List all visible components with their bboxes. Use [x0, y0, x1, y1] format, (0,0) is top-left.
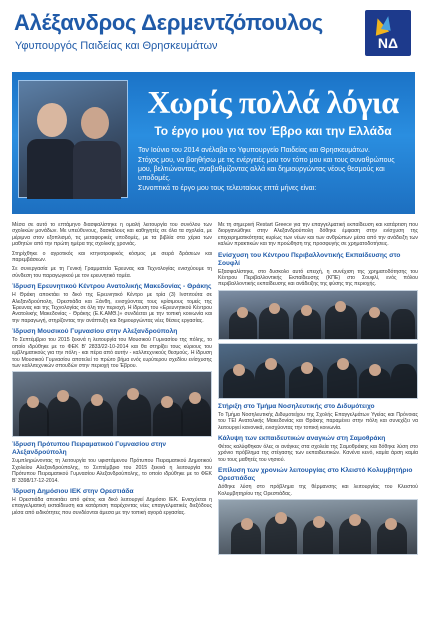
section-text: Εξασφαλίστηκε, στο δυσκολο αυτό επειχή, η συνέχιση της χρηματοδότησης του Κέντρου Περιβαλλοντικής Εκπαίδευσης (ΚΠΕ) στο Σουφλί, ενός πόλου περιβαλλοντικής εκπαίδευσης και ανάδειξης της φύσης της περιοχής. [218, 268, 418, 288]
section-title: Ίδρυση Ερευνητικού Κέντρου Ανατολικής Μακεδονίας - Θράκης [12, 283, 212, 291]
section-title: Επίλυση των χρονιών λειτουργίας στο Κλειστό Κολυμβητήριο Ορεστιάδας [218, 467, 413, 483]
intro-text [138, 146, 410, 194]
section-text: Το Σεπτέμβριο του 2015 ξεκινά η λειτουργία του Μουσικού Γυμνασίου της πόλης, το οποίο ιδρύθηκε με το ΦΕΚ Β' 2833/22-10-2014 και θα στηρίξει τους κύριους του εμβληματικούς για την πόλη - και πέρα από αυτήν - καλλιτεχνικούς θεσμούς. Η ίδρυση του Μουσικού Γυμνασίου αποτελεί το πρώτο βήμα ενός ευρύτερου σχεδίου ενίσχυσης των καλλιτεχνικών σπουδών στην περιοχή του Έβρου. [12, 337, 212, 369]
section-text: Δόθηκε λύση στο πρόβλημα της θέρμανσης και λειτουργίας του Κλειστού Κολυμβητηρίου της Ορεστιάδας. [218, 484, 418, 497]
section-title: Ίδρυση Δημόσιου ΙΕΚ στην Ορεστιάδα [12, 487, 134, 495]
paragraph: Στηρίχθηκε ο αγροτικός και κτηνοτροφικός κόσμος με σειρά δράσεων και παρεμβάσεων. [12, 250, 212, 264]
page-header [0, 0, 427, 72]
section-text: Η Ορεστιάδα αποκτάει από φέτος και δικό λειτουργεί Δημόσιο ΙΕΚ. Ενισχύεται η επαγγελματική εκπαίδευση και κατάρτιση παρέχοντας νέες επαγγελματικές διεξόδους μέσα από ειδικότητες που συνδέονται άμεσα με την τοπική αγορά εργασίας. [12, 496, 212, 516]
section-photo [218, 290, 418, 340]
section-title: Στήριξη στο Τμήμα Νοσηλευτικής στο Διδυμότειχο [218, 402, 375, 410]
headline: Χωρίς πολλά λόγια [147, 84, 399, 120]
section-text: Η Θράκη αποκτάει το δικό της Ερευνητικό Κέντρο με τρία (3) Ινστιτούτα σε Αλεξανδρούπολη, Ορεστιάδα και Ξάνθη, ενισχύοντας τους κρίσιμους τομείς της Έρευνας και της Τεχνολογίας σε όλη την περιοχή. Η ίδρυση του «Ερευνητικού Κέντρου Ανατολικής Μακεδονίας - Θράκης (Ε.Κ.ΑΜΘ.)» συνδέεται με την τοπική κοινωνία και την παραγωγή, στηρίζοντας την ανάπτυξη και δημιουργώντας νέες θέσεις εργασίας. [12, 292, 212, 324]
section-text: Φέτος καλύφθηκαν όλες οι ανάγκες στα σχολεία της Σαμοθράκης και δόθηκε λύση στο χρόνιο πρόβλημα της στέγασης των εκπαιδευτικών. Κανένα κενό, καμία άρση καμία του τους μαθητές του νησιού. [218, 444, 418, 463]
page-title: Αλέξανδρος Δερμεντζόπουλος [14, 10, 323, 35]
paragraph: Μέσα σε αυτό το επτάμηνο διασφαλίστηκε η ομαλή λειτουργία του συνόλου των σχολικών μονάδων. Με υπεύθυνους, δασκάλους και καθηγητές σε όλα τα σχολεία, με μέριμνα στον εξοπλισμό, τις μεταφορικές υποδομές, με τα βιβλία στα χέρια των μαθητών από την πρώτη ημέρα της σχολικής χρονιάς. [12, 222, 212, 248]
section-title: Ίδρυση Μουσικού Γυμνασίου στην Αλεξανδρούπολη [12, 328, 178, 336]
section-photo [12, 371, 212, 437]
page-subtitle: Υφυπουργός Παιδείας και Θρησκευμάτων [15, 40, 218, 52]
subheadline: Το έργο μου για τον Έβρο και την Ελλάδα [154, 124, 392, 138]
intro-line: Στόχος μου, να βοηθήσω με τις ενέργειές μου τον τόπο μου και τους συναθρώπους μου, βελτιώνοντας, αναβαθμίζοντας αλλά και δημιουργώντας νέους θεσμούς και υποδομές. [138, 157, 395, 182]
right-column [218, 222, 418, 558]
party-logo [365, 10, 411, 56]
hero-photo [18, 80, 128, 198]
hero-banner [12, 72, 415, 214]
left-column [12, 222, 212, 518]
section-photo [218, 343, 418, 399]
section-text: Το Τμήμα Νοσηλευτικής Διδυμοτείχου της Σχολής Επαγγελμάτων Υγείας και Πρόνοιας του ΤΕΙ Ανατολικής Μακεδονίας και Θράκης παραμένει στην πόλη και συνεχίζει να λειτουργεί κανονικά, ενισχύοντας την τοπική κοινωνία. [218, 411, 418, 431]
section-photo [218, 499, 418, 555]
section-title: Κάλυψη των εκπαιδευτικών αναγκών στη Σαμοθράκη [218, 435, 386, 443]
logo-text: ΝΔ [377, 35, 399, 51]
flame-accent-icon [381, 15, 393, 31]
section-text: Συμπληρώνοντας τη λειτουργία του υφιστάμενου Πρότυπου Πειραματικού Δημοτικού Σχολείου Αλεξανδρούπολης, το Σεπτέμβριο του 2015 ξεκινά η λειτουργία του Πρότυπου Πειραματικού Γυμνασίου Αλεξανδρούπολης, το οποίο ιδρύθηκε με το ΦΕΚ Β' 3398/17-12-2014. [12, 458, 212, 484]
paragraph: Σε συνεργασία με τη Γενική Γραμματεία Έρευνας και Τεχνολογίας ενισχύουμε τη σύνδεση του παραγωγικού με τον ερευνητικό τομέα. [12, 266, 212, 279]
section-title: Ενίσχυση του Κέντρου Περιβαλλοντικής Εκπαίδευσης στο Σουφλί [218, 251, 401, 267]
intro-line: Τον Ιούνιο του 2014 ανέλαβα το Υφυπουργείο Παιδείας και Θρησκευμάτων. [138, 147, 370, 154]
section-title: Ίδρυση Πρότυπου Πειραματικού Γυμνασίου στην Αλεξανδρούπολη [12, 441, 167, 457]
intro-line: Συνοπτικά το έργο μου τους τελευταίους επτά μήνες είναι: [138, 185, 317, 192]
paragraph: Με τη σημερινή Restart Greece για την επαγγελματική εκπαίδευση και κατάρτιση που διοργανώθηκε στην Αλεξανδρούπολη δόθηκε έμφαση στην ενίσχυση της επιχειρηματικότητας κυρίως των νέων και των ανθρώπων μέσα από την ανάδειξη των καλών πρακτικών και την προώθηση της προσφυγής σε χρηματοδοτήσεις. [218, 222, 418, 248]
